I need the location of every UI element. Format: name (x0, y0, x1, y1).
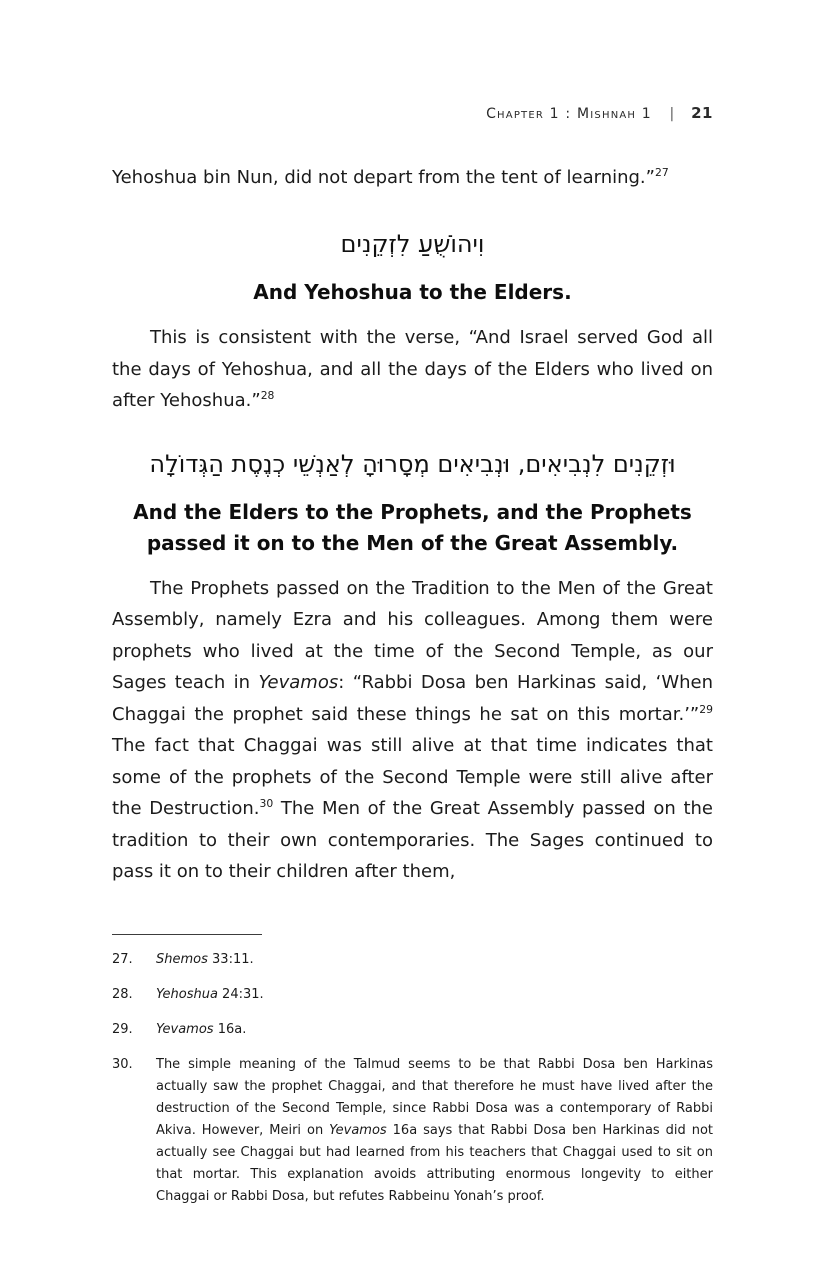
hebrew-quote-1: וִיהוֹשֻׁעַ לִזְקֵנִים (340, 230, 485, 258)
page-number: 21 (691, 104, 713, 122)
paragraph-1: This is consistent with the verse, “And Israel served God all the days of Yehoshua, and all the days of the Elders who lived on after Yehoshua.”$^{28}$ (112, 327, 713, 411)
paragraph-2: The Prophets passed on the Tradition to the Men of the Great Assembly, namely Ezra and his colleagues. Among them were prophets who lived at the time of the Second Temple, as our Sages teach in Yevamos: “Rabbi Dosa ben Harkinas said, ‘When Chaggai the prophet said these things he sat on this mortar.’”$^{29}$ The fact that Chaggai was still alive at that time indicates that some of the prophets of the Second Temple were still alive after the Destruction.$^{30}$ The Men of the Great Assembly passed on the tradition to their own contemporaries. The Sages continued to pass it on to their children after them, (112, 577, 714, 882)
footnote-divider (112, 934, 262, 935)
chapter-mishnah-label: Chapter 1 : Mishnah 1 (486, 106, 652, 122)
hebrew-quote-2: וּזְקֵנִים לִנְבִיאִים, וּנְבִיאִים מְסָרוּהָ לְאַנְשֵׁי כְנֶסֶת הַגְּדוֹלָה (149, 449, 676, 478)
running-header (112, 0, 713, 122)
footnote-text: Yehoshua 24:31. (156, 986, 264, 1002)
footnote-number: 27. (112, 951, 133, 967)
section-heading-2: And the Elders to the Prophets, and the Prophets passed it on to the Men of the Great Assembly. (133, 499, 692, 555)
footnote-item (112, 949, 713, 971)
footnote-number: 30. (112, 1056, 133, 1072)
footnote-text: Yevamos 16a. (156, 1021, 247, 1037)
footnotes-list (112, 949, 713, 1208)
footnote-item (112, 984, 713, 1006)
footnote-text: The simple meaning of the Talmud seems to be that Rabbi Dosa ben Harkinas actually saw the prophet Chaggai, and that therefore he must have lived after the destruction of the Second Temple, since Rabbi Dosa was a contemporary of Rabbi Akiva. However, Meiri on Yevamos 16a says that Rabbi Dosa ben Harkinas did not actually see Chaggai but had learned from his teachers that Chaggai used to sit on that mortar. This explanation avoids attributing enormous longevity to either Chaggai or Rabbi Dosa, but refutes Rabbeinu Yonah’s proof. (156, 1056, 714, 1204)
footnote-number: 29. (112, 1021, 133, 1037)
footnote-item (112, 1019, 713, 1041)
section-heading-1: And Yehoshua to the Elders. (253, 280, 572, 304)
footnote-text: Shemos 33:11. (156, 951, 254, 967)
opening-paragraph: Yehoshua bin Nun, did not depart from the tent of learning.”$^{27}$ (112, 166, 669, 188)
footnote-item (112, 1054, 713, 1208)
footnote-number: 28. (112, 986, 133, 1002)
header-divider: | (669, 106, 676, 122)
page (112, 0, 713, 1208)
